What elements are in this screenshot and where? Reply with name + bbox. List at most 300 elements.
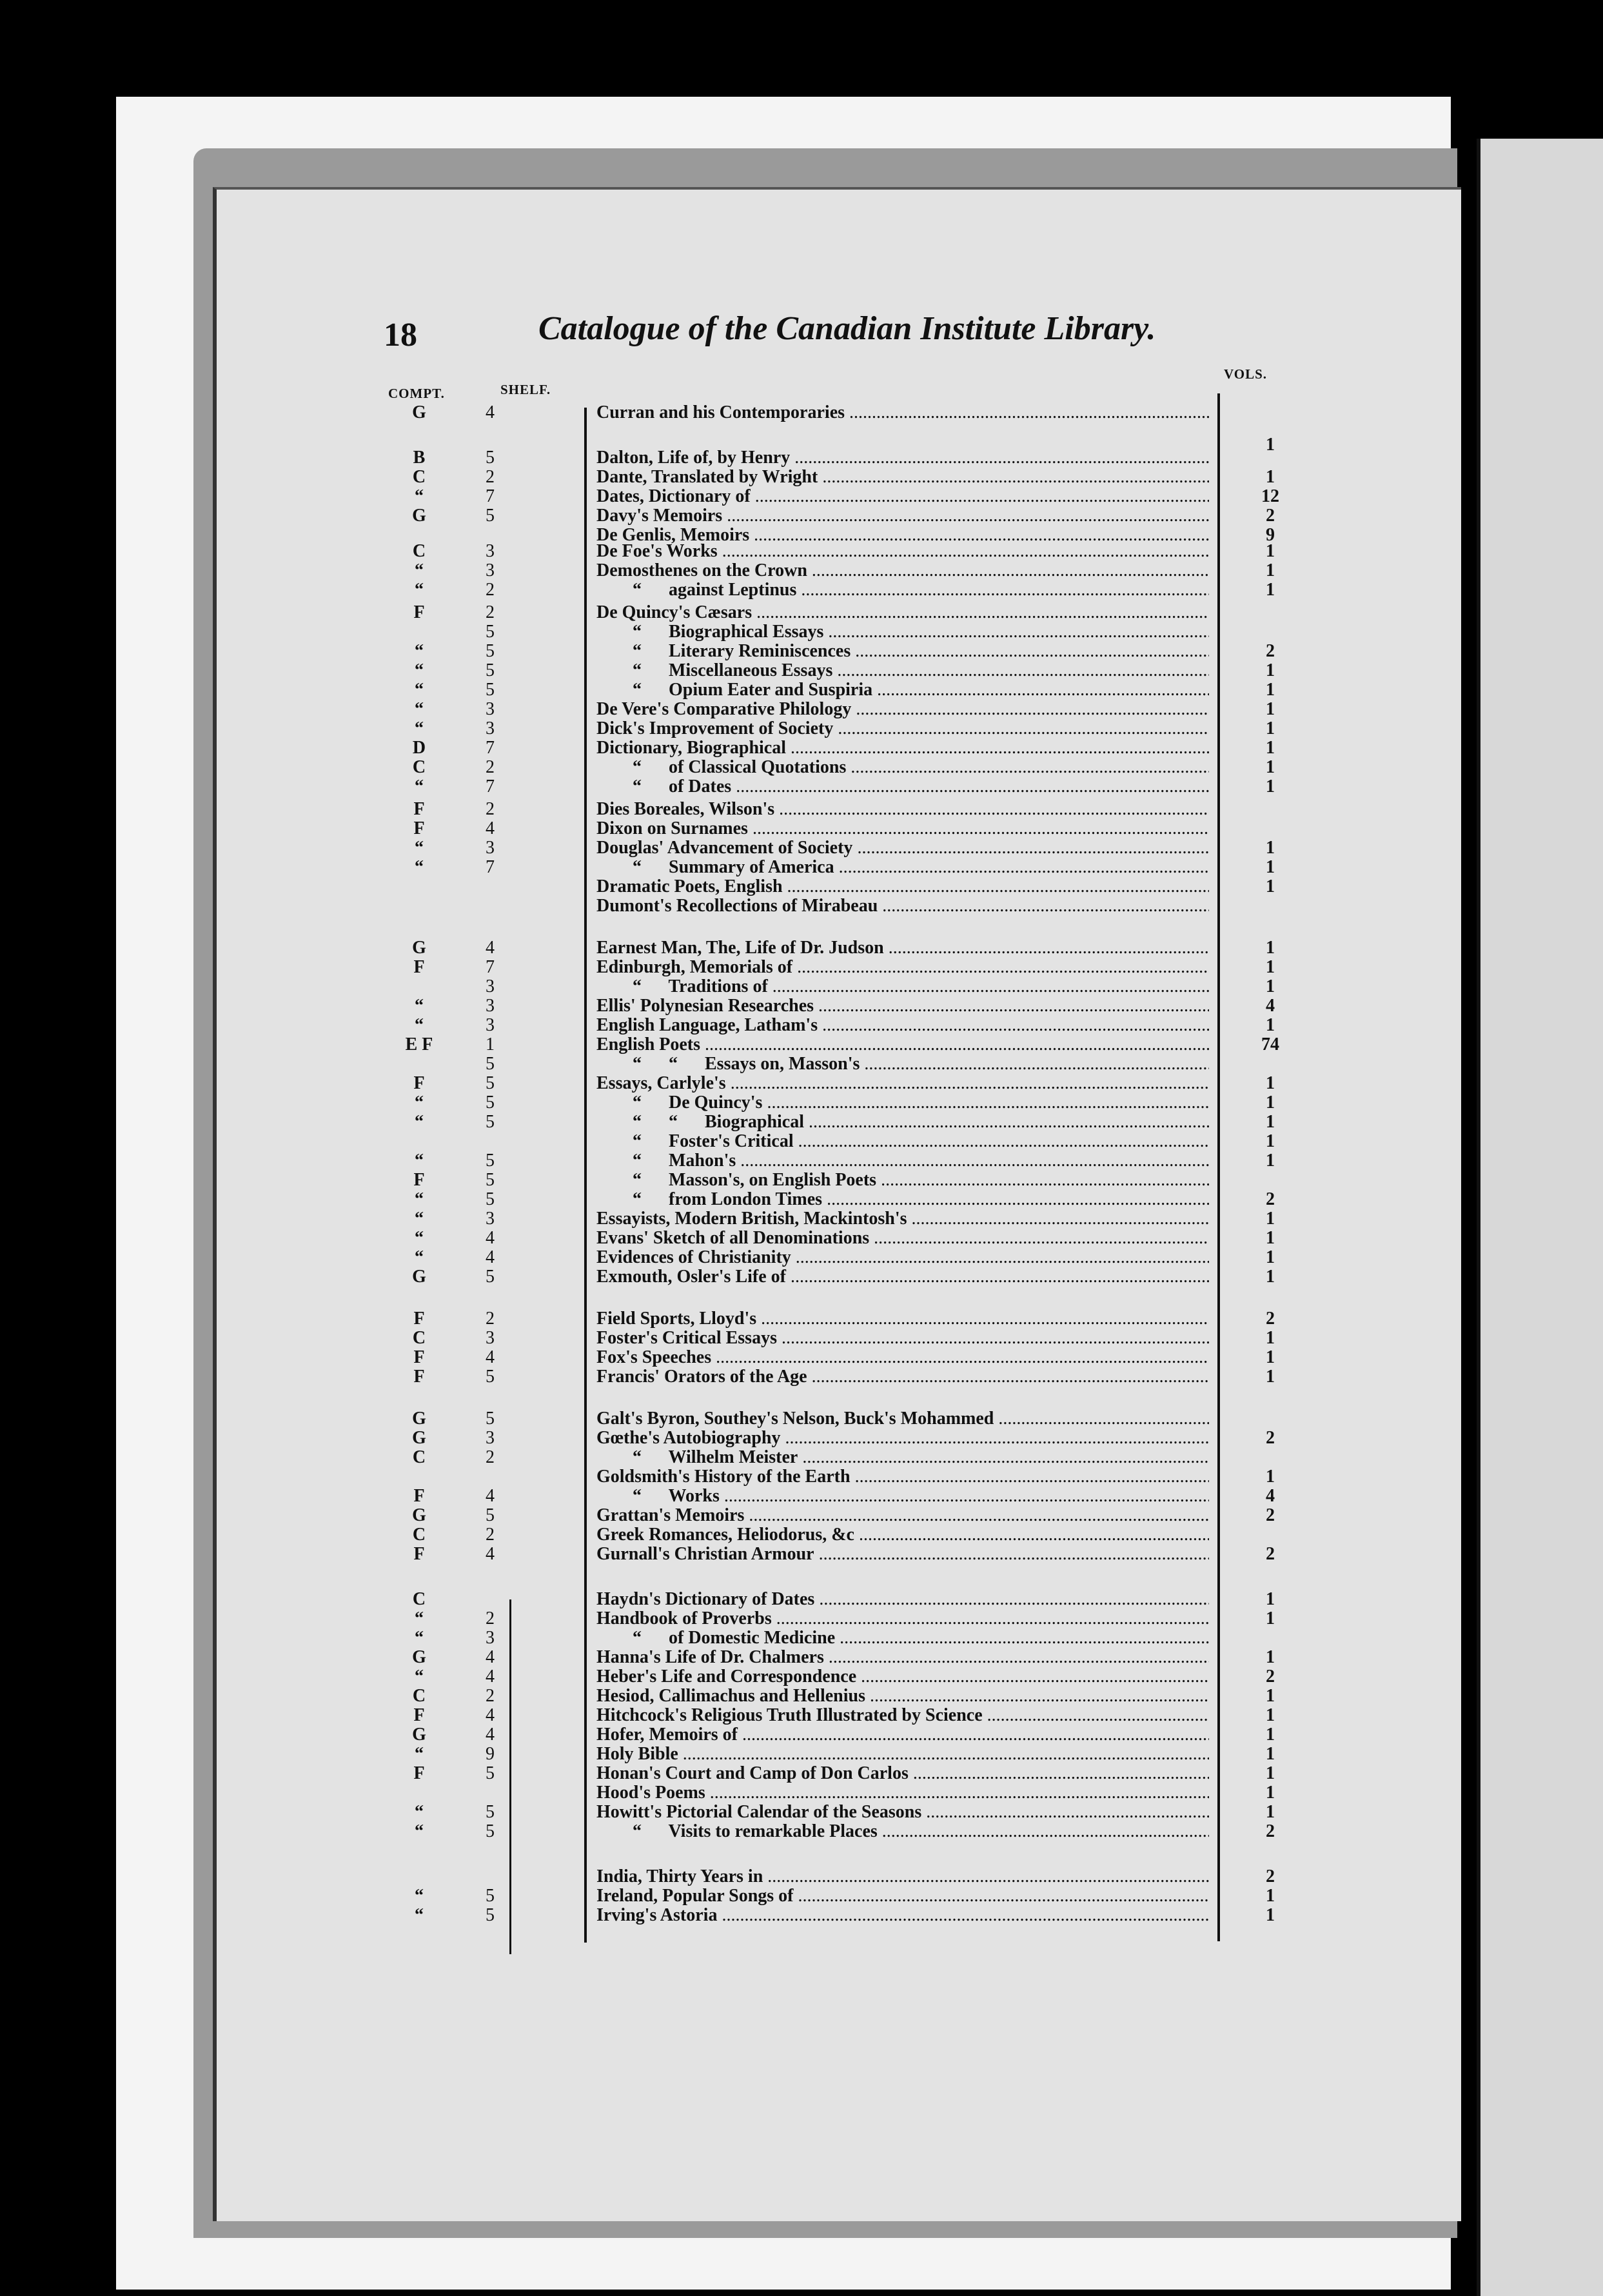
cell-compt: “ <box>415 1189 424 1209</box>
cell-title: Dates, Dictionary of ..... <box>596 487 1209 506</box>
cell-shelf: 4 <box>486 1667 495 1687</box>
cell-compt: G <box>412 1267 426 1287</box>
cell-title: “ Miscellaneous Essays ..... <box>596 661 1209 680</box>
table-row <box>387 1609 1322 1628</box>
cell-shelf: 7 <box>486 486 495 506</box>
cell-compt: “ <box>415 996 424 1016</box>
cell-title: Hitchcock's Religious Truth Illustrated by Science ..... <box>596 1706 1209 1725</box>
table-row <box>387 1348 1322 1367</box>
table-row <box>387 1525 1322 1545</box>
table-row <box>387 758 1322 777</box>
table-row <box>387 958 1322 977</box>
cell-compt: G <box>412 938 426 958</box>
cell-shelf: 4 <box>486 1228 495 1248</box>
cell-title: Dick's Improvement of Society ..... <box>596 719 1209 738</box>
cell-vols: 1 <box>1266 1744 1275 1764</box>
cell-shelf: 3 <box>486 996 495 1016</box>
cell-vols: 9 <box>1266 525 1275 545</box>
cell-compt: C <box>412 1589 426 1609</box>
table-row <box>387 1867 1322 1886</box>
table-row <box>387 1628 1322 1648</box>
cell-compt: “ <box>415 1151 424 1171</box>
cell-title: Demosthenes on the Crown ..... <box>596 561 1209 580</box>
cell-compt: “ <box>415 1821 424 1841</box>
cell-compt: G <box>412 402 426 422</box>
cell-title: Irving's Astoria ..... <box>596 1906 1209 1925</box>
cell-vols: 2 <box>1266 1544 1275 1564</box>
cell-vols: 1 <box>1266 560 1275 580</box>
cell-compt: “ <box>415 580 424 600</box>
cell-compt: G <box>412 506 426 526</box>
cell-title: Dante, Translated by Wright ..... <box>596 468 1209 487</box>
cell-shelf: 5 <box>486 1802 495 1822</box>
cell-vols: 1 <box>1266 1267 1275 1287</box>
cell-vols: 1 <box>1266 1725 1275 1745</box>
cell-vols: 1 <box>1266 718 1275 738</box>
cell-title: “ Traditions of ..... <box>596 977 1209 996</box>
cell-compt: “ <box>415 1608 424 1628</box>
cell-compt: C <box>412 467 426 487</box>
cell-vols: 1 <box>1266 1112 1275 1132</box>
table-row <box>387 1190 1322 1209</box>
table-row <box>387 1171 1322 1190</box>
table-row <box>387 403 1322 422</box>
cell-compt: “ <box>415 560 424 580</box>
cell-compt: C <box>412 1447 426 1467</box>
cell-vols: 1 <box>1266 838 1275 858</box>
cell-title: “ “ Biographical ..... <box>596 1113 1209 1132</box>
cell-vols: 1 <box>1266 1802 1275 1822</box>
cell-title: Ireland, Popular Songs of ..... <box>596 1886 1209 1906</box>
cell-vols: 74 <box>1261 1034 1279 1054</box>
cell-shelf: 5 <box>486 1505 495 1525</box>
cell-shelf: 4 <box>486 938 495 958</box>
cell-shelf: 3 <box>486 976 495 996</box>
cell-shelf: 3 <box>486 718 495 738</box>
cell-vols: 1 <box>1266 757 1275 777</box>
table-row <box>387 738 1322 758</box>
cell-vols: 1 <box>1266 738 1275 758</box>
cell-compt: C <box>412 1328 426 1348</box>
cell-title: Dramatic Poets, English ..... <box>596 877 1209 896</box>
cell-vols: 1 <box>1266 1151 1275 1171</box>
table-row <box>387 1886 1322 1906</box>
cell-title: De Genlis, Memoirs ..... <box>596 526 1209 545</box>
cell-compt: G <box>412 1505 426 1525</box>
cell-vols: 2 <box>1266 1189 1275 1209</box>
table-row <box>387 1906 1322 1925</box>
table-row <box>387 642 1322 661</box>
cell-vols: 1 <box>1266 1608 1275 1628</box>
cell-compt: F <box>413 1486 425 1506</box>
cell-compt: “ <box>415 777 424 797</box>
cell-vols: 1 <box>1266 777 1275 797</box>
cell-title: Heber's Life and Correspondence ..... <box>596 1667 1209 1687</box>
cell-shelf: 5 <box>486 641 495 661</box>
table-row <box>387 1725 1322 1745</box>
cell-vols: 1 <box>1266 1073 1275 1093</box>
cell-title: Dies Boreales, Wilson's ..... <box>596 800 1209 819</box>
cell-compt: C <box>412 1686 426 1706</box>
table-row <box>387 896 1322 916</box>
cell-shelf: 5 <box>486 506 495 526</box>
cell-shelf: 5 <box>486 1267 495 1287</box>
table-row <box>387 1648 1322 1667</box>
cell-compt: F <box>413 1763 425 1783</box>
cell-title: Dalton, Life of, by Henry ..... <box>596 448 1209 468</box>
cell-title: “ from London Times ..... <box>596 1190 1209 1209</box>
cell-shelf: 5 <box>486 1905 495 1925</box>
table-row <box>387 1506 1322 1525</box>
cell-compt: G <box>412 1409 426 1429</box>
cell-title: “ Mahon's ..... <box>596 1151 1209 1171</box>
table-row <box>387 1329 1322 1348</box>
cell-vols: 2 <box>1266 506 1275 526</box>
table-row <box>387 1093 1322 1113</box>
cell-compt: B <box>413 448 426 468</box>
cell-shelf: 5 <box>486 1073 495 1093</box>
table-row <box>387 838 1322 858</box>
cell-compt: E F <box>405 1034 433 1054</box>
cell-title: Haydn's Dictionary of Dates ..... <box>596 1590 1209 1609</box>
cell-shelf: 2 <box>486 467 495 487</box>
table-row <box>387 1590 1322 1609</box>
cell-vols: 2 <box>1266 1309 1275 1329</box>
table-row <box>387 1487 1322 1506</box>
cell-compt: “ <box>415 1093 424 1113</box>
cell-compt: “ <box>415 1905 424 1925</box>
cell-shelf: 9 <box>486 1744 495 1764</box>
cell-title: “ of Domestic Medicine ..... <box>596 1628 1209 1648</box>
table-row <box>387 1409 1322 1429</box>
table-row <box>387 1309 1322 1329</box>
cell-shelf: 3 <box>486 1628 495 1648</box>
table-row <box>387 542 1322 561</box>
cell-title: “ De Quincy's ..... <box>596 1093 1209 1113</box>
cell-title: Evans' Sketch of all Denominations ..... <box>596 1229 1209 1248</box>
cell-compt: F <box>413 1309 425 1329</box>
cell-shelf: 5 <box>486 1409 495 1429</box>
cell-shelf: 5 <box>486 1367 495 1387</box>
cell-shelf: 4 <box>486 1544 495 1564</box>
cell-title: Exmouth, Osler's Life of ..... <box>596 1267 1209 1287</box>
cell-shelf: 7 <box>486 738 495 758</box>
cell-vols: 1 <box>1266 1015 1275 1035</box>
table-row <box>387 448 1322 468</box>
table-row <box>387 561 1322 580</box>
header-vols: VOLS. <box>1224 366 1268 382</box>
cell-shelf: 2 <box>486 1608 495 1628</box>
cell-title: Douglas' Advancement of Society ..... <box>596 838 1209 858</box>
cell-vols: 1 <box>1266 1093 1275 1113</box>
cell-shelf: 4 <box>486 1647 495 1667</box>
cell-shelf: 7 <box>486 777 495 797</box>
cell-title: Curran and his Contemporaries ..... <box>596 403 1209 422</box>
cell-vols: 1 <box>1266 660 1275 680</box>
table-row <box>387 800 1322 819</box>
cell-shelf: 7 <box>486 957 495 977</box>
table-row <box>387 1667 1322 1687</box>
table-row <box>387 506 1322 526</box>
table-row <box>387 977 1322 996</box>
cell-compt: “ <box>415 486 424 506</box>
cell-title: De Vere's Comparative Philology ..... <box>596 700 1209 719</box>
cell-title: Foster's Critical Essays ..... <box>596 1329 1209 1348</box>
cell-vols: 1 <box>1266 1589 1275 1609</box>
table-row <box>387 1209 1322 1229</box>
cell-compt: “ <box>415 1247 424 1267</box>
cell-shelf: 3 <box>486 1328 495 1348</box>
table-row <box>387 1054 1322 1074</box>
cell-title: “ Opium Eater and Suspiria ..... <box>596 680 1209 700</box>
cell-vols: 1 <box>1266 1131 1275 1151</box>
table-row <box>387 877 1322 896</box>
cell-title: “ Visits to remarkable Places ..... <box>596 1822 1209 1841</box>
cell-shelf: 3 <box>486 1209 495 1229</box>
cell-shelf: 2 <box>486 799 495 819</box>
cell-vols: 1 <box>1266 876 1275 896</box>
cell-vols: 1 <box>1266 541 1275 561</box>
table-row <box>387 1367 1322 1387</box>
table-row <box>387 1822 1322 1841</box>
cell-title: Hesiod, Callimachus and Hellenius ..... <box>596 1687 1209 1706</box>
cell-vols: 1 <box>1266 580 1275 600</box>
cell-shelf: 3 <box>486 560 495 580</box>
cell-shelf: 4 <box>486 1247 495 1267</box>
cell-title: De Quincy's Cæsars ..... <box>596 603 1209 622</box>
cell-compt: C <box>412 541 426 561</box>
cell-shelf: 4 <box>486 402 495 422</box>
table-row <box>387 1016 1322 1035</box>
cell-shelf: 5 <box>486 1151 495 1171</box>
cell-title: Evidences of Christianity ..... <box>596 1248 1209 1267</box>
cell-compt: “ <box>415 1112 424 1132</box>
cell-shelf: 3 <box>486 1428 495 1448</box>
table-row <box>387 996 1322 1016</box>
cell-vols: 2 <box>1266 1866 1275 1886</box>
cell-shelf: 4 <box>486 1725 495 1745</box>
cell-title: “ of Classical Quotations ..... <box>596 758 1209 777</box>
cell-compt: F <box>413 1073 425 1093</box>
cell-shelf: 2 <box>486 1447 495 1467</box>
cell-title: Grattan's Memoirs ..... <box>596 1506 1209 1525</box>
cell-compt: “ <box>415 838 424 858</box>
table-row <box>387 580 1322 600</box>
table-row <box>387 1687 1322 1706</box>
table-row <box>387 1229 1322 1248</box>
cell-title: Francis' Orators of the Age ..... <box>596 1367 1209 1387</box>
cell-title: De Foe's Works ..... <box>596 542 1209 561</box>
cell-vols: 1 <box>1266 938 1275 958</box>
cell-title: “ Masson's, on English Poets ..... <box>596 1171 1209 1190</box>
table-row <box>387 1035 1322 1054</box>
cell-vols: 1 <box>1266 680 1275 700</box>
cell-title: Ellis' Polynesian Researches ..... <box>596 996 1209 1016</box>
cell-compt: “ <box>415 1744 424 1764</box>
cell-title: Field Sports, Lloyd's ..... <box>596 1309 1209 1329</box>
cell-vols: 2 <box>1266 1505 1275 1525</box>
cell-compt: “ <box>415 699 424 719</box>
cell-compt: “ <box>415 1209 424 1229</box>
table-row <box>387 819 1322 838</box>
cell-compt: “ <box>415 1886 424 1906</box>
cell-title: “ Summary of America ..... <box>596 858 1209 877</box>
cell-title: Fox's Speeches ..... <box>596 1348 1209 1367</box>
cell-vols: 1 <box>1266 1763 1275 1783</box>
cell-compt: F <box>413 799 425 819</box>
cell-title: English Language, Latham's ..... <box>596 1016 1209 1035</box>
cell-title: “ Biographical Essays ..... <box>596 622 1209 642</box>
cell-vols: 2 <box>1266 1667 1275 1687</box>
table-row <box>387 1429 1322 1448</box>
table-row <box>387 777 1322 797</box>
cell-title: Goldsmith's History of the Earth ..... <box>596 1467 1209 1487</box>
cell-title: Dictionary, Biographical ..... <box>596 738 1209 758</box>
cell-vols: 1 <box>1266 957 1275 977</box>
table-row <box>387 1803 1322 1822</box>
cell-shelf: 3 <box>486 541 495 561</box>
cell-vols: 1 <box>1266 1347 1275 1367</box>
cell-vols: 1 <box>1266 1467 1275 1487</box>
table-row <box>387 603 1322 622</box>
cell-compt: “ <box>415 660 424 680</box>
table-row <box>387 1467 1322 1487</box>
header-compt: COMPT. <box>388 386 445 401</box>
cell-title: “ Works ..... <box>596 1487 1209 1506</box>
cell-compt: “ <box>415 680 424 700</box>
cell-title: “ Wilhelm Meister ..... <box>596 1448 1209 1467</box>
cell-title: Davy's Memoirs ..... <box>596 506 1209 526</box>
table-row <box>387 1267 1322 1287</box>
facing-page <box>1477 139 1603 2296</box>
table-row <box>387 938 1322 958</box>
cell-title: “ against Leptinus ..... <box>596 580 1209 600</box>
cell-shelf: 5 <box>486 622 495 642</box>
cell-shelf: 4 <box>486 1705 495 1725</box>
cell-vols: 1 <box>1266 699 1275 719</box>
cell-title: Gurnall's Christian Armour ..... <box>596 1545 1209 1564</box>
cell-shelf: 3 <box>486 838 495 858</box>
cell-vols: 2 <box>1266 1428 1275 1448</box>
cell-title: Edinburgh, Memorials of ..... <box>596 958 1209 977</box>
cell-title: Howitt's Pictorial Calendar of the Seasons ..... <box>596 1803 1209 1822</box>
cell-vols: 12 <box>1261 486 1279 506</box>
table-row <box>387 858 1322 877</box>
cell-compt: C <box>412 757 426 777</box>
cell-title: Dumont's Recollections of Mirabeau ..... <box>596 896 1209 916</box>
cell-vols: 1 <box>1266 1328 1275 1348</box>
table-row <box>387 468 1322 487</box>
cell-shelf: 1 <box>486 1034 495 1054</box>
cell-shelf: 3 <box>486 1015 495 1035</box>
cell-shelf: 2 <box>486 602 495 622</box>
cell-vols: 1 <box>1266 1367 1275 1387</box>
cell-vols: 1 <box>1266 1247 1275 1267</box>
table-row <box>387 1706 1322 1725</box>
cell-compt: G <box>412 1647 426 1667</box>
table-row <box>387 1783 1322 1803</box>
cell-title: “ Foster's Critical ..... <box>596 1132 1209 1151</box>
cell-vols: 1 <box>1266 467 1275 487</box>
cell-title: India, Thirty Years in ..... <box>596 1867 1209 1886</box>
cell-compt: “ <box>415 1802 424 1822</box>
cell-title: “ Literary Reminiscences ..... <box>596 642 1209 661</box>
cell-shelf: 4 <box>486 1486 495 1506</box>
cell-title: Essayists, Modern British, Mackintosh's ..... <box>596 1209 1209 1229</box>
cell-vols: 1 <box>1266 435 1275 455</box>
cell-title: Handbook of Proverbs ..... <box>596 1609 1209 1628</box>
cell-title: Hofer, Memoirs of ..... <box>596 1725 1209 1745</box>
table-row <box>387 1132 1322 1151</box>
cell-compt: “ <box>415 857 424 877</box>
cell-title: Greek Romances, Heliodorus, &c ..... <box>596 1525 1209 1545</box>
cell-vols: 1 <box>1266 1647 1275 1667</box>
cell-shelf: 5 <box>486 1170 495 1190</box>
cell-compt: F <box>413 1544 425 1564</box>
cell-compt: “ <box>415 718 424 738</box>
cell-shelf: 2 <box>486 1525 495 1545</box>
cell-vols: 1 <box>1266 1686 1275 1706</box>
table-row <box>387 1248 1322 1267</box>
header-shelf: SHELF. <box>500 382 551 397</box>
cell-shelf: 2 <box>486 580 495 600</box>
cell-title: Gœthe's Autobiography ..... <box>596 1429 1209 1448</box>
cell-title: Hood's Poems ..... <box>596 1783 1209 1803</box>
cell-shelf: 5 <box>486 660 495 680</box>
cell-vols: 4 <box>1266 996 1275 1016</box>
table-row <box>387 1745 1322 1764</box>
cell-shelf: 7 <box>486 857 495 877</box>
cell-title: Earnest Man, The, Life of Dr. Judson ..... <box>596 938 1209 958</box>
cell-vols: 1 <box>1266 1905 1275 1925</box>
cell-compt: F <box>413 1705 425 1725</box>
cell-shelf: 5 <box>486 1763 495 1783</box>
cell-vols: 1 <box>1266 1209 1275 1229</box>
cell-shelf: 2 <box>486 1309 495 1329</box>
cell-shelf: 5 <box>486 1054 495 1074</box>
cell-compt: “ <box>415 641 424 661</box>
table-row <box>387 1113 1322 1132</box>
cell-title: Hanna's Life of Dr. Chalmers ..... <box>596 1648 1209 1667</box>
page-number: 18 <box>384 317 417 353</box>
cell-shelf: 4 <box>486 1347 495 1367</box>
table-row <box>387 622 1322 642</box>
cell-shelf: 4 <box>486 818 495 838</box>
cell-shelf: 5 <box>486 1093 495 1113</box>
table-row <box>387 680 1322 700</box>
cell-compt: “ <box>415 1667 424 1687</box>
cell-shelf: 2 <box>486 1686 495 1706</box>
cell-vols: 2 <box>1266 1821 1275 1841</box>
table-row <box>387 661 1322 680</box>
table-row <box>387 1764 1322 1783</box>
cell-vols: 1 <box>1266 976 1275 996</box>
cell-shelf: 5 <box>486 1189 495 1209</box>
table-row <box>387 719 1322 738</box>
cell-vols: 1 <box>1266 1783 1275 1803</box>
cell-shelf: 2 <box>486 757 495 777</box>
cell-title: “ of Dates ..... <box>596 777 1209 797</box>
cell-compt: “ <box>415 1628 424 1648</box>
cell-compt: F <box>413 1347 425 1367</box>
cell-vols: 1 <box>1266 1228 1275 1248</box>
cell-vols: 1 <box>1266 1886 1275 1906</box>
cell-title: Galt's Byron, Southey's Nelson, Buck's Mohammed ..... <box>596 1409 1209 1429</box>
table-row <box>387 1151 1322 1171</box>
table-row <box>387 1074 1322 1093</box>
table-row <box>387 1448 1322 1467</box>
cell-shelf: 5 <box>486 1886 495 1906</box>
